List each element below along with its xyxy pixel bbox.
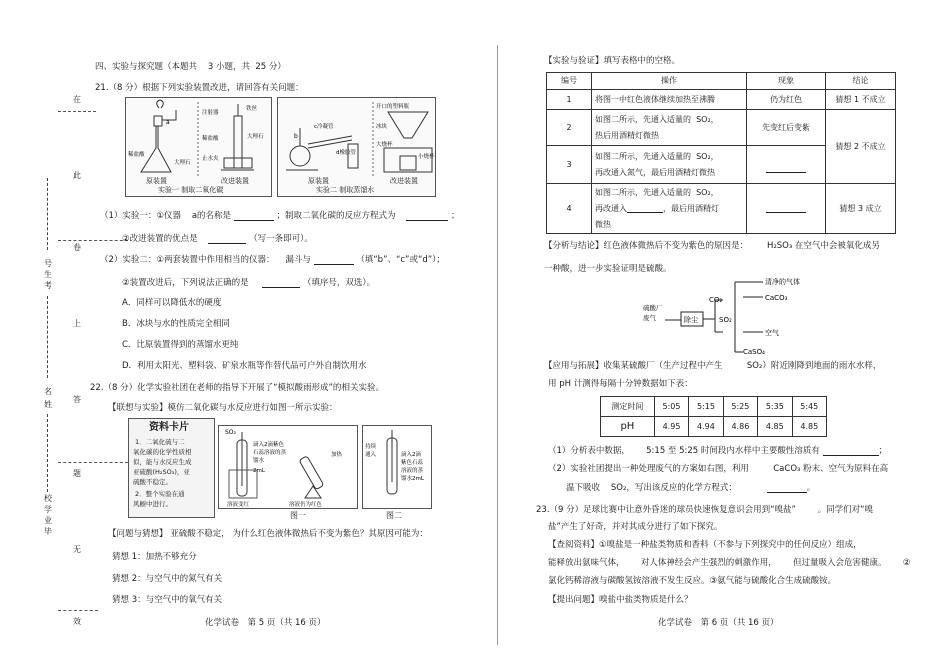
school-label: 校学业毕 — [44, 494, 52, 536]
svg-text:加热: 加热 — [331, 452, 343, 458]
svg-text:稀盐酸: 稀盐酸 — [128, 152, 145, 158]
table-header-row — [547, 73, 896, 90]
svg-text:铁丝: 铁丝 — [246, 106, 258, 112]
svg-text:c冷凝管: c冷凝管 — [314, 124, 334, 130]
flow-clean-gas: 清净的气体 — [765, 278, 800, 286]
figure-one — [218, 425, 358, 509]
info-card-line: 亚硫酸(H₂SO₃)，亚 — [133, 468, 190, 476]
association-experiment: 【联想与实验】模仿二氧化碳与水反应进行如图一所示实验： — [108, 403, 338, 413]
answer-blank[interactable] — [627, 212, 663, 213]
fig2-caption: 实验二 制取蒸馏水 — [316, 186, 375, 194]
figure-two-apparatus — [363, 426, 431, 508]
svg-text:滴入2滴: 滴入2滴 — [401, 452, 421, 458]
row-phenomenon — [747, 184, 826, 234]
info-card-line: 风橱中进行。 — [133, 500, 172, 508]
q21-part2-b: ②装置改进后，下列说法正确的是 （填序号，双选）。 — [122, 278, 376, 288]
verification-table — [546, 72, 896, 234]
answer-blank[interactable] — [234, 220, 274, 221]
row-phenomenon: 仍为红色 — [747, 90, 826, 110]
table-header: 结论 — [826, 73, 896, 90]
flow-so2: SO₂ — [719, 316, 732, 324]
margin-char: 答 — [73, 395, 81, 404]
ph-header: 5:25 — [723, 397, 757, 417]
answer-blank[interactable] — [767, 492, 807, 493]
table-row — [547, 90, 896, 110]
guess-1: 猜想 1：加热不够充分 — [112, 552, 197, 562]
margin-dash — [47, 178, 48, 250]
margin-divider — [58, 240, 128, 241]
q22-intro: 22.（8 分）化学实验社团在老师的指导下开展了“模拟酸雨形成”的相关实验。 — [90, 383, 384, 393]
verification-title: 【实验与验证】填写表格中的空格。 — [544, 56, 681, 66]
ph-header-row — [601, 397, 827, 417]
svg-text:d橡胶管: d橡胶管 — [336, 150, 356, 156]
exam-number-label: 号生考 — [44, 259, 52, 290]
margin-char: 效 — [73, 617, 81, 626]
q23-intro: 23.（9 分）足球比赛中让意外昏迷的球员快速恢复意识会用到“嗅盐” 。同学们对“嗅 — [536, 505, 873, 515]
svg-text:馏水2mL: 馏水2mL — [401, 476, 424, 482]
ph-header: 5:05 — [654, 397, 688, 417]
svg-text:冰块: 冰块 — [376, 124, 388, 130]
info-card-line: 氧化碳的化学性质相 — [133, 448, 192, 456]
ph-table — [600, 396, 827, 437]
svg-text:馏水: 馏水 — [253, 458, 265, 464]
svg-text:大理石: 大理石 — [174, 160, 191, 166]
margin-char: 此 — [73, 171, 81, 180]
margin-divider — [58, 610, 98, 611]
svg-text:持续: 持续 — [365, 444, 377, 450]
answer-blank[interactable] — [823, 455, 879, 456]
q21-part2: （2）实验二：①两套装置中作用相当的仪器： 漏斗与 （填“b”、“c”或“d”）； — [100, 255, 445, 265]
margin-dash — [47, 296, 48, 378]
svg-text:开口的塑料瓶: 开口的塑料瓶 — [376, 104, 410, 110]
flow-dust-removal: 除尘 — [684, 316, 698, 324]
svg-text:SO₂: SO₂ — [225, 429, 236, 436]
figure-two — [362, 425, 432, 509]
name-label: 名姓 — [44, 387, 52, 409]
table-header: 现象 — [747, 73, 826, 90]
ph-value: 4.85 — [758, 417, 792, 437]
sub-question-2-b: 温下吸收 SO₂，写出该反应的化学方程式： 。 — [566, 483, 816, 493]
q21-intro: 21.（8 分）根据下列实验装置改进，请回答有关问题： — [95, 83, 304, 93]
ph-label: pH — [601, 417, 655, 437]
option-d: D．利用太阳光、塑料袋、矿泉水瓶等作替代品可户外自制饮用水 — [122, 361, 367, 371]
info-card — [128, 418, 215, 518]
ph-header: 测定时间 — [601, 397, 655, 417]
flow-source-label2: 废气 — [643, 314, 656, 322]
row-conclusion: 猜想 2 不成立 — [826, 110, 896, 184]
flow-co2: CO₂ — [709, 296, 723, 304]
analysis-line2: 一种酸，进一步实验证明是硫酸。 — [544, 264, 672, 274]
application-line2: 用 pH 计测得每隔十分钟数据如下表： — [548, 379, 693, 389]
svg-text:滴入2滴紫色: 滴入2滴紫色 — [253, 442, 284, 448]
info-card-line: 硫酸不稳定。 — [133, 478, 172, 486]
fig1-improved-label: 改进装置 — [221, 177, 249, 185]
row-operation: 将图一中红色液体继续加热至沸腾 — [592, 90, 747, 110]
figure-one-caption: 图一 — [290, 511, 306, 520]
row-number: 4 — [547, 184, 592, 234]
info-card-line: 2．整个实验在通 — [135, 490, 185, 498]
analysis-line1: 【分析与结论】红色液体微热后不变为紫色的原因是： H₂SO₃ 在空气中会被氧化成另 — [544, 241, 880, 251]
info-card-title: 资料卡片 — [149, 422, 189, 433]
flow-caso4: CaSO₄ — [743, 348, 765, 356]
svg-text:大烧杯: 大烧杯 — [376, 142, 393, 148]
guess-3: 猜想 3：与空气中的氧气有关 — [112, 595, 223, 605]
option-b: B．冰块与水的性质完全相同 — [122, 319, 230, 329]
table-row — [547, 110, 896, 146]
margin-divider — [58, 462, 128, 463]
svg-text:石蕊溶液的蒸: 石蕊溶液的蒸 — [253, 450, 287, 456]
row-number: 3 — [547, 146, 592, 184]
q23-intro-b: 盐”产生了好奇，并对其成分进行了如下探究。 — [548, 522, 723, 532]
margin-dash — [47, 414, 48, 492]
svg-text:溶液的蒸: 溶液的蒸 — [401, 468, 424, 474]
fig2-improved-label: 改进装置 — [390, 177, 418, 185]
margin-char: 题 — [73, 469, 81, 478]
sub-question-2: （2）实验社团提出一种处理废气的方案如右图，利用 CaCO₃ 粉末、空气为原料在高 — [548, 464, 889, 474]
row-phenomenon — [747, 146, 826, 184]
svg-text:注射器: 注射器 — [202, 110, 219, 116]
ph-value: 4.94 — [689, 417, 723, 437]
row-operation: 如图二所示，先通入适量的 SO₂， 再改通入 ，最后用酒精灯 微热 — [592, 184, 747, 234]
row-operation: 如图二所示，先通入适量的 SO₂， 热后用酒精灯微热 — [592, 110, 747, 146]
fig1-original-label: 原装置 — [146, 177, 167, 185]
flow-caco3: CaCO₃ — [765, 294, 788, 302]
svg-text:a: a — [166, 119, 170, 126]
answer-blank[interactable] — [766, 212, 806, 213]
ph-header: 5:45 — [792, 397, 826, 417]
option-a: A．同样可以降低水的硬度 — [122, 298, 222, 308]
answer-blank[interactable] — [208, 243, 246, 244]
info-line1: 【查阅资料】①嗅盐是一种盐类物质和香料（不参与下列探究中的任何反应）组成， — [548, 540, 862, 550]
table-row — [547, 184, 896, 234]
section-title: 四、实验与探究题（本题共 3 小题，共 25 分） — [95, 62, 286, 72]
row-conclusion: 猜想 3 成立 — [826, 184, 896, 234]
fig2-original-label: 原装置 — [308, 177, 329, 185]
svg-text:溶液仍为红色: 溶液仍为红色 — [289, 502, 323, 508]
application-line1: 【应用与拓展】收集某硫酸厂（生产过程中产生 SO₂）附近刚降到地面的雨水水样， — [544, 361, 882, 371]
propose-question: 【提出问题】嗅盐中盐类物质是什么？ — [548, 595, 693, 605]
experiment2-figure — [277, 97, 436, 197]
margin-char: 上 — [73, 319, 81, 328]
answer-blank[interactable] — [766, 172, 806, 173]
svg-text:稀盐酸: 稀盐酸 — [202, 136, 219, 142]
q21-part1-b: ②改进装置的优点是 （写一条即可）。 — [122, 234, 313, 244]
row-number: 2 — [547, 110, 592, 146]
row-operation: 如图二所示，先通入适量的 SO₂， 再改通入氮气，最后用酒精灯微热 — [592, 146, 747, 184]
ph-header: 5:15 — [689, 397, 723, 417]
row-conclusion: 猜想 1 不成立 — [826, 90, 896, 110]
svg-text:小烧杯: 小烧杯 — [418, 154, 435, 160]
fig1-caption: 实验一 制取二氧化碳 — [158, 186, 224, 194]
waste-gas-flow-diagram — [643, 272, 813, 358]
svg-text:b: b — [294, 133, 298, 140]
page-footer-right: 化学试卷 第 6 页（共 16 页） — [658, 618, 779, 628]
experiment1-figure — [125, 97, 272, 197]
ph-value: 4.95 — [654, 417, 688, 437]
ph-value: 4.86 — [723, 417, 757, 437]
info-line2: 能释放出氨味气体， 对人体神经会产生强烈的刺激作用， 但过量吸入会危害健康。 ② — [548, 558, 911, 568]
ph-value-row — [601, 417, 827, 437]
flow-air: 空气 — [765, 329, 779, 337]
figure-two-caption: 图二 — [386, 511, 402, 520]
table-header: 编号 — [547, 73, 592, 90]
option-c: C．比原装置得到的蒸馏水更纯 — [122, 340, 239, 350]
answer-blank[interactable] — [262, 287, 300, 288]
info-card-line: 似，能与水反应生成 — [133, 458, 192, 466]
answer-blank[interactable] — [406, 220, 448, 221]
flow-source-label: 硫酸厂 — [643, 304, 663, 312]
guess-2: 猜想 2：与空气中的氮气有关 — [112, 574, 223, 584]
svg-text:溶液变红: 溶液变红 — [227, 502, 250, 508]
svg-text:止水夹: 止水夹 — [202, 156, 219, 162]
margin-char: 在 — [73, 95, 81, 104]
margin-divider — [58, 111, 96, 112]
ph-header: 5:35 — [758, 397, 792, 417]
answer-blank[interactable] — [314, 264, 354, 265]
svg-text:通入: 通入 — [365, 452, 377, 458]
ph-value: 4.85 — [792, 417, 826, 437]
margin-char: 无 — [73, 545, 81, 554]
svg-text:紫色石蕊: 紫色石蕊 — [401, 460, 424, 466]
q21-part1: （1）实验一：①仪器 a的名称是 ；制取二氧化碳的反应方程式为 ； — [100, 211, 460, 221]
row-phenomenon: 先变红后变紫 — [747, 110, 826, 146]
table-header: 操作 — [592, 73, 747, 90]
sub-question-1: （1）分析表中数据， 5:15 至 5:25 时间段内水样中主要酸性溶质有 ； — [548, 446, 888, 456]
figure-one-apparatus — [219, 426, 357, 508]
question-hypothesis: 【问题与猜想】 亚硫酸不稳定， 为什么红色液体微热后不变为紫色？其原因可能为： — [108, 529, 428, 539]
page-footer-left: 化学试卷 第 5 页（共 16 页） — [205, 618, 326, 628]
margin-char: 卷 — [73, 243, 81, 252]
row-number: 1 — [547, 90, 592, 110]
svg-text:2mL: 2mL — [253, 468, 265, 474]
column-divider — [497, 45, 498, 645]
info-line3: 氯化钙稀溶液与碳酸氢铵溶液不发生反应。③氨气能与硫酸化合生成硫酸铵。 — [548, 576, 837, 586]
svg-text:大理石: 大理石 — [247, 134, 264, 140]
info-card-line: 1．二氧化硫与二 — [135, 438, 185, 446]
